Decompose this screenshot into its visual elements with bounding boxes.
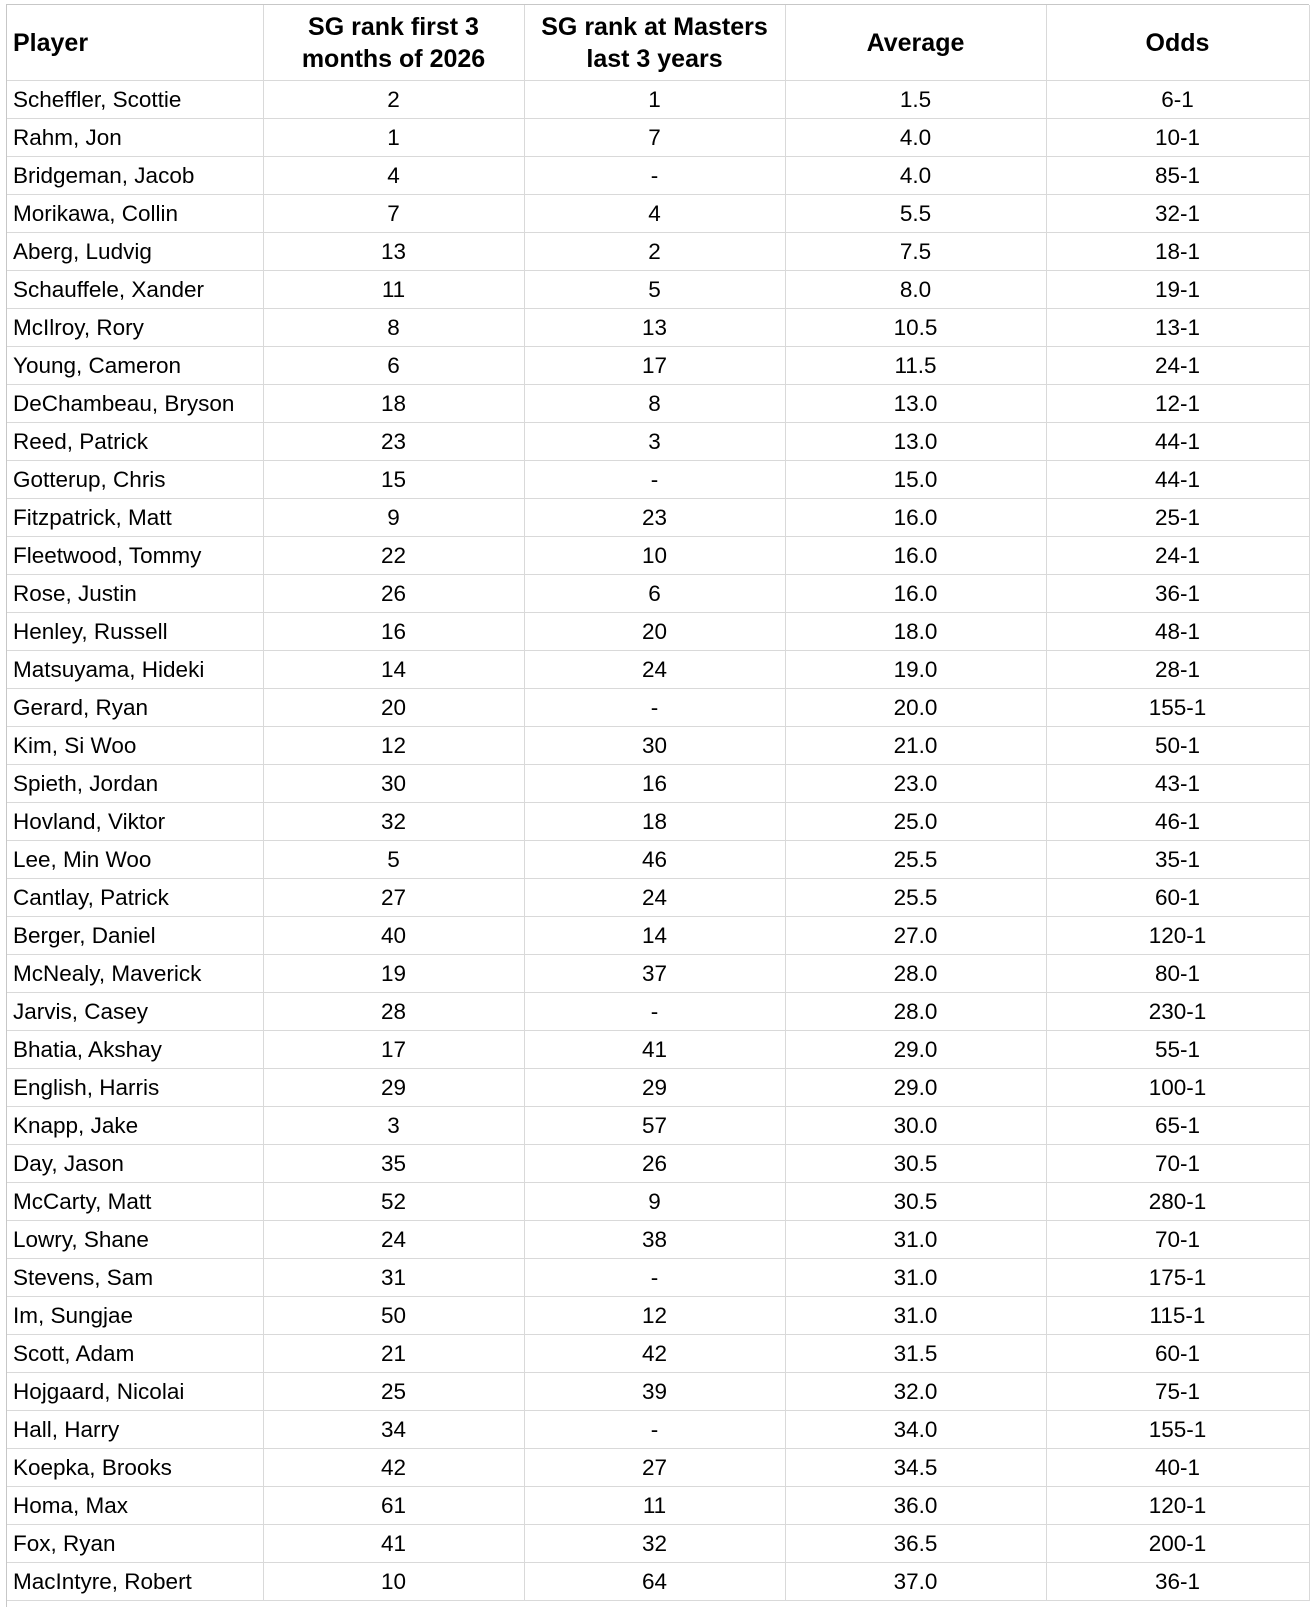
table-row: [7, 461, 1309, 499]
cell-sg-masters[interactable]: 32: [524, 1525, 785, 1563]
cell-player[interactable]: DeChambeau, Bryson: [7, 385, 263, 423]
cell-average[interactable]: 23.0: [785, 765, 1046, 803]
cell-sg-masters[interactable]: 26: [524, 1145, 785, 1183]
cell-odds[interactable]: 19-1: [1046, 271, 1309, 309]
table-row: [7, 765, 1309, 803]
cell-player[interactable]: Hovland, Viktor: [7, 803, 263, 841]
cell-average[interactable]: 5.5: [785, 195, 1046, 233]
cell-odds[interactable]: 46-1: [1046, 803, 1309, 841]
cell-odds[interactable]: 44-1: [1046, 423, 1309, 461]
header-average[interactable]: Average: [785, 5, 1046, 81]
cell-sg-masters[interactable]: 4: [524, 195, 785, 233]
cell-sg-recent[interactable]: 6: [263, 347, 524, 385]
cell-average[interactable]: 36.0: [785, 1487, 1046, 1525]
cell-average[interactable]: 16.0: [785, 537, 1046, 575]
cell-player[interactable]: Gerard, Ryan: [7, 689, 263, 727]
cell-sg-recent[interactable]: 34: [263, 1411, 524, 1449]
cell-sg-recent[interactable]: 5: [263, 841, 524, 879]
cell-sg-recent[interactable]: 21: [263, 1335, 524, 1373]
cell-sg-masters[interactable]: 10: [524, 537, 785, 575]
cell-player[interactable]: McIlroy, Rory: [7, 309, 263, 347]
cell-sg-recent[interactable]: 29: [263, 1069, 524, 1107]
cell-player[interactable]: Aberg, Ludvig: [7, 233, 263, 271]
cell-sg-recent[interactable]: 30: [263, 765, 524, 803]
table-row: [7, 955, 1309, 993]
cell-odds[interactable]: 80-1: [1046, 955, 1309, 993]
cell-sg-masters[interactable]: 1: [524, 81, 785, 119]
cell-player[interactable]: Young, Cameron: [7, 347, 263, 385]
table-row: [7, 727, 1309, 765]
cell-player[interactable]: English, Harris: [7, 1069, 263, 1107]
table-row: [7, 1297, 1309, 1335]
cell-sg-recent[interactable]: 17: [263, 1031, 524, 1069]
cell-odds[interactable]: 75-1: [1046, 1373, 1309, 1411]
cell-sg-recent[interactable]: 1: [263, 119, 524, 157]
cell-odds[interactable]: 28-1: [1046, 651, 1309, 689]
cell-odds[interactable]: 120-1: [1046, 917, 1309, 955]
cell-sg-masters[interactable]: 29: [524, 1069, 785, 1107]
cell-odds[interactable]: 44-1: [1046, 461, 1309, 499]
cell-average[interactable]: 28.0: [785, 993, 1046, 1031]
cell-average[interactable]: 31.0: [785, 1221, 1046, 1259]
cell-sg-recent[interactable]: 28: [263, 993, 524, 1031]
cell-player[interactable]: Hojgaard, Nicolai: [7, 1373, 263, 1411]
table-row: [7, 119, 1309, 157]
cell-average[interactable]: 4.0: [785, 157, 1046, 195]
cell-sg-masters[interactable]: -: [524, 993, 785, 1031]
cell-player[interactable]: Fitzpatrick, Matt: [7, 499, 263, 537]
cell-odds[interactable]: 65-1: [1046, 1107, 1309, 1145]
cell-player[interactable]: Lowry, Shane: [7, 1221, 263, 1259]
cell-odds[interactable]: 24-1: [1046, 347, 1309, 385]
cell-odds[interactable]: 13-1: [1046, 309, 1309, 347]
cell-average[interactable]: 29.0: [785, 1069, 1046, 1107]
cell-sg-masters[interactable]: 9: [524, 1183, 785, 1221]
cell-odds[interactable]: 175-1: [1046, 1259, 1309, 1297]
cell-sg-masters[interactable]: 41: [524, 1031, 785, 1069]
cell-sg-masters[interactable]: 8: [524, 385, 785, 423]
cell-sg-recent[interactable]: 27: [263, 879, 524, 917]
table-row: [7, 993, 1309, 1031]
cell-sg-masters[interactable]: -: [524, 461, 785, 499]
table-row: [7, 803, 1309, 841]
spreadsheet-grid: [6, 4, 1309, 1607]
table-row: [7, 613, 1309, 651]
cell-odds[interactable]: 60-1: [1046, 1335, 1309, 1373]
cell-player[interactable]: Knapp, Jake: [7, 1107, 263, 1145]
cell-player[interactable]: Bridgeman, Jacob: [7, 157, 263, 195]
table-row: [7, 1449, 1309, 1487]
cell-average[interactable]: 27.0: [785, 917, 1046, 955]
cell-odds[interactable]: 70-1: [1046, 1145, 1309, 1183]
cell-sg-masters[interactable]: 14: [524, 917, 785, 955]
table-row: [7, 1335, 1309, 1373]
cell-average[interactable]: 25.5: [785, 879, 1046, 917]
cell-sg-recent[interactable]: 16: [263, 613, 524, 651]
cell-sg-masters[interactable]: 27: [524, 1449, 785, 1487]
cell-sg-recent[interactable]: 40: [263, 917, 524, 955]
cell-player[interactable]: Schauffele, Xander: [7, 271, 263, 309]
cell-player[interactable]: Jarvis, Casey: [7, 993, 263, 1031]
table-row: [7, 1525, 1309, 1563]
cell-odds[interactable]: 25-1: [1046, 499, 1309, 537]
cell-average[interactable]: 30.5: [785, 1145, 1046, 1183]
header-odds[interactable]: Odds: [1046, 5, 1309, 81]
cell-player[interactable]: Bhatia, Akshay: [7, 1031, 263, 1069]
cell-sg-masters[interactable]: 37: [524, 955, 785, 993]
table-row: [7, 1259, 1309, 1297]
cell-player[interactable]: Henley, Russell: [7, 613, 263, 651]
cell-player[interactable]: Fox, Ryan: [7, 1525, 263, 1563]
cell-sg-recent[interactable]: 24: [263, 1221, 524, 1259]
cell-odds[interactable]: 55-1: [1046, 1031, 1309, 1069]
cell-player[interactable]: MacIntyre, Robert: [7, 1563, 263, 1601]
cell-sg-masters[interactable]: 42: [524, 1335, 785, 1373]
cell-average[interactable]: 31.5: [785, 1335, 1046, 1373]
cell-odds[interactable]: 70-1: [1046, 1221, 1309, 1259]
table-row: [7, 651, 1309, 689]
cell-sg-recent[interactable]: 14: [263, 651, 524, 689]
cell-sg-masters[interactable]: 2: [524, 233, 785, 271]
table-row: [7, 917, 1309, 955]
cell-player[interactable]: Reed, Patrick: [7, 423, 263, 461]
cell-average[interactable]: 21.0: [785, 727, 1046, 765]
cell-sg-masters[interactable]: 30: [524, 727, 785, 765]
table-row: [7, 499, 1309, 537]
cell-average[interactable]: 10.5: [785, 309, 1046, 347]
cell-odds[interactable]: 12-1: [1046, 385, 1309, 423]
table-row: [7, 1411, 1309, 1449]
table-row: [7, 423, 1309, 461]
cell-average[interactable]: 29.0: [785, 1031, 1046, 1069]
cell-player[interactable]: Lee, Min Woo: [7, 841, 263, 879]
table-row: [7, 1069, 1309, 1107]
table-row: [7, 537, 1309, 575]
cell-average[interactable]: 30.5: [785, 1183, 1046, 1221]
cell-sg-masters[interactable]: 24: [524, 651, 785, 689]
cell-sg-recent[interactable]: 22: [263, 537, 524, 575]
cell-player[interactable]: Rahm, Jon: [7, 119, 263, 157]
cell-sg-masters[interactable]: 11: [524, 1487, 785, 1525]
cell-odds[interactable]: 115-1: [1046, 1297, 1309, 1335]
cell-average[interactable]: 20.0: [785, 689, 1046, 727]
table-row: [7, 1031, 1309, 1069]
cell-odds[interactable]: 35-1: [1046, 841, 1309, 879]
cell-player[interactable]: Fleetwood, Tommy: [7, 537, 263, 575]
cell-sg-masters[interactable]: 64: [524, 1563, 785, 1601]
player-ranking-table: [7, 5, 1310, 1601]
cell-average[interactable]: 28.0: [785, 955, 1046, 993]
cell-average[interactable]: 13.0: [785, 423, 1046, 461]
header-sg-masters[interactable]: SG rank at Masters last 3 years: [524, 5, 785, 81]
cell-player[interactable]: Spieth, Jordan: [7, 765, 263, 803]
cell-sg-recent[interactable]: 2: [263, 81, 524, 119]
cell-average[interactable]: 13.0: [785, 385, 1046, 423]
cell-average[interactable]: 34.0: [785, 1411, 1046, 1449]
cell-odds[interactable]: 120-1: [1046, 1487, 1309, 1525]
header-player[interactable]: Player: [7, 5, 263, 81]
cell-sg-recent[interactable]: 52: [263, 1183, 524, 1221]
table-row: [7, 1107, 1309, 1145]
table-row: [7, 347, 1309, 385]
cell-player[interactable]: Homa, Max: [7, 1487, 263, 1525]
cell-sg-masters[interactable]: 6: [524, 575, 785, 613]
cell-odds[interactable]: 24-1: [1046, 537, 1309, 575]
cell-player[interactable]: Rose, Justin: [7, 575, 263, 613]
cell-sg-recent[interactable]: 19: [263, 955, 524, 993]
cell-sg-masters[interactable]: 38: [524, 1221, 785, 1259]
cell-sg-masters[interactable]: 17: [524, 347, 785, 385]
cell-sg-recent[interactable]: 9: [263, 499, 524, 537]
cell-odds[interactable]: 230-1: [1046, 993, 1309, 1031]
cell-sg-masters[interactable]: 39: [524, 1373, 785, 1411]
cell-sg-recent[interactable]: 23: [263, 423, 524, 461]
cell-odds[interactable]: 32-1: [1046, 195, 1309, 233]
cell-average[interactable]: 7.5: [785, 233, 1046, 271]
cell-sg-recent[interactable]: 31: [263, 1259, 524, 1297]
cell-player[interactable]: Hall, Harry: [7, 1411, 263, 1449]
cell-average[interactable]: 1.5: [785, 81, 1046, 119]
cell-odds[interactable]: 50-1: [1046, 727, 1309, 765]
cell-sg-masters[interactable]: 24: [524, 879, 785, 917]
cell-sg-recent[interactable]: 15: [263, 461, 524, 499]
cell-player[interactable]: Scott, Adam: [7, 1335, 263, 1373]
cell-player[interactable]: McCarty, Matt: [7, 1183, 263, 1221]
cell-sg-masters[interactable]: -: [524, 1259, 785, 1297]
cell-player[interactable]: Day, Jason: [7, 1145, 263, 1183]
cell-sg-masters[interactable]: 16: [524, 765, 785, 803]
cell-player[interactable]: Im, Sungjae: [7, 1297, 263, 1335]
table-row: [7, 309, 1309, 347]
cell-odds[interactable]: 60-1: [1046, 879, 1309, 917]
cell-sg-recent[interactable]: 13: [263, 233, 524, 271]
cell-average[interactable]: 31.0: [785, 1259, 1046, 1297]
table-body: [7, 81, 1309, 1601]
cell-average[interactable]: 36.5: [785, 1525, 1046, 1563]
cell-average[interactable]: 8.0: [785, 271, 1046, 309]
cell-average[interactable]: 32.0: [785, 1373, 1046, 1411]
cell-odds[interactable]: 280-1: [1046, 1183, 1309, 1221]
table-row: [7, 385, 1309, 423]
header-row: [7, 5, 1309, 81]
table-row: [7, 575, 1309, 613]
cell-player[interactable]: McNealy, Maverick: [7, 955, 263, 993]
cell-sg-masters[interactable]: 46: [524, 841, 785, 879]
cell-sg-recent[interactable]: 11: [263, 271, 524, 309]
table-row: [7, 1487, 1309, 1525]
cell-player[interactable]: Matsuyama, Hideki: [7, 651, 263, 689]
cell-sg-masters[interactable]: 3: [524, 423, 785, 461]
cell-sg-masters[interactable]: 12: [524, 1297, 785, 1335]
cell-sg-masters[interactable]: -: [524, 689, 785, 727]
cell-player[interactable]: Kim, Si Woo: [7, 727, 263, 765]
cell-sg-recent[interactable]: 18: [263, 385, 524, 423]
cell-sg-masters[interactable]: 23: [524, 499, 785, 537]
cell-odds[interactable]: 200-1: [1046, 1525, 1309, 1563]
cell-player[interactable]: Morikawa, Collin: [7, 195, 263, 233]
cell-sg-recent[interactable]: 35: [263, 1145, 524, 1183]
cell-sg-masters[interactable]: 7: [524, 119, 785, 157]
cell-odds[interactable]: 155-1: [1046, 689, 1309, 727]
cell-odds[interactable]: 100-1: [1046, 1069, 1309, 1107]
header-sg-recent[interactable]: SG rank first 3 months of 2026: [263, 5, 524, 81]
cell-odds[interactable]: 43-1: [1046, 765, 1309, 803]
cell-odds[interactable]: 48-1: [1046, 613, 1309, 651]
cell-average[interactable]: 25.5: [785, 841, 1046, 879]
cell-sg-masters[interactable]: 57: [524, 1107, 785, 1145]
cell-odds[interactable]: 36-1: [1046, 575, 1309, 613]
cell-average[interactable]: 16.0: [785, 575, 1046, 613]
cell-player[interactable]: Stevens, Sam: [7, 1259, 263, 1297]
cell-average[interactable]: 31.0: [785, 1297, 1046, 1335]
cell-sg-recent[interactable]: 26: [263, 575, 524, 613]
cell-player[interactable]: Scheffler, Scottie: [7, 81, 263, 119]
cell-average[interactable]: 4.0: [785, 119, 1046, 157]
cell-sg-recent[interactable]: 20: [263, 689, 524, 727]
cell-average[interactable]: 18.0: [785, 613, 1046, 651]
table-row: [7, 157, 1309, 195]
cell-sg-masters[interactable]: 20: [524, 613, 785, 651]
table-row: [7, 1145, 1309, 1183]
cell-sg-masters[interactable]: -: [524, 1411, 785, 1449]
table-row: [7, 81, 1309, 119]
cell-average[interactable]: 16.0: [785, 499, 1046, 537]
cell-sg-recent[interactable]: 32: [263, 803, 524, 841]
cell-odds[interactable]: 36-1: [1046, 1563, 1309, 1601]
cell-odds[interactable]: 10-1: [1046, 119, 1309, 157]
cell-player[interactable]: Cantlay, Patrick: [7, 879, 263, 917]
table-row: [7, 1373, 1309, 1411]
table-row: [7, 195, 1309, 233]
table-row: [7, 233, 1309, 271]
cell-average[interactable]: 34.5: [785, 1449, 1046, 1487]
cell-odds[interactable]: 6-1: [1046, 81, 1309, 119]
cell-sg-recent[interactable]: 50: [263, 1297, 524, 1335]
cell-odds[interactable]: 85-1: [1046, 157, 1309, 195]
cell-average[interactable]: 25.0: [785, 803, 1046, 841]
cell-sg-recent[interactable]: 41: [263, 1525, 524, 1563]
table-row: [7, 1221, 1309, 1259]
cell-sg-recent[interactable]: 25: [263, 1373, 524, 1411]
cell-sg-masters[interactable]: -: [524, 157, 785, 195]
table-row: [7, 689, 1309, 727]
cell-average[interactable]: 11.5: [785, 347, 1046, 385]
cell-odds[interactable]: 40-1: [1046, 1449, 1309, 1487]
cell-sg-masters[interactable]: 5: [524, 271, 785, 309]
cell-sg-recent[interactable]: 4: [263, 157, 524, 195]
cell-odds[interactable]: 18-1: [1046, 233, 1309, 271]
cell-sg-recent[interactable]: 61: [263, 1487, 524, 1525]
table-row: [7, 1563, 1309, 1601]
cell-sg-masters[interactable]: 13: [524, 309, 785, 347]
cell-player[interactable]: Gotterup, Chris: [7, 461, 263, 499]
cell-player[interactable]: Berger, Daniel: [7, 917, 263, 955]
cell-odds[interactable]: 155-1: [1046, 1411, 1309, 1449]
cell-sg-recent[interactable]: 10: [263, 1563, 524, 1601]
cell-sg-recent[interactable]: 12: [263, 727, 524, 765]
cell-sg-recent[interactable]: 42: [263, 1449, 524, 1487]
cell-sg-recent[interactable]: 7: [263, 195, 524, 233]
cell-average[interactable]: 37.0: [785, 1563, 1046, 1601]
cell-average[interactable]: 15.0: [785, 461, 1046, 499]
cell-player[interactable]: Koepka, Brooks: [7, 1449, 263, 1487]
cell-sg-recent[interactable]: 3: [263, 1107, 524, 1145]
table-row: [7, 1183, 1309, 1221]
cell-sg-recent[interactable]: 8: [263, 309, 524, 347]
table-row: [7, 879, 1309, 917]
cell-sg-masters[interactable]: 18: [524, 803, 785, 841]
cell-average[interactable]: 19.0: [785, 651, 1046, 689]
cell-average[interactable]: 30.0: [785, 1107, 1046, 1145]
table-row: [7, 271, 1309, 309]
table-row: [7, 841, 1309, 879]
